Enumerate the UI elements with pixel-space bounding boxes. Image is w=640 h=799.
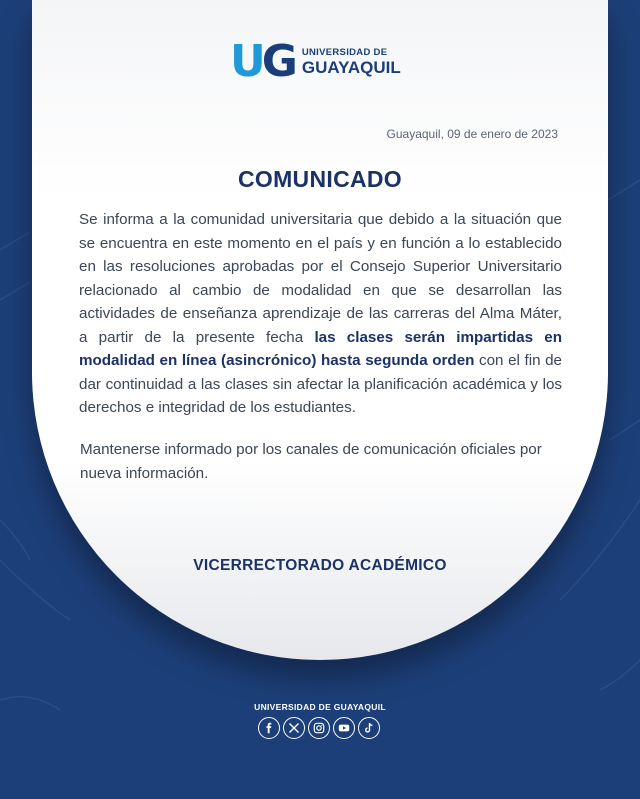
- youtube-icon[interactable]: [333, 717, 355, 739]
- tiktok-icon[interactable]: [358, 717, 380, 739]
- date-line: Guayaquil, 09 de enero de 2023: [386, 127, 558, 141]
- instagram-icon[interactable]: [308, 717, 330, 739]
- university-logo: [230, 36, 401, 87]
- x-icon[interactable]: [283, 717, 305, 739]
- info-note: Mantenerse informado por los canales de comunicación oficiales por nueva información.: [80, 441, 542, 482]
- announcement-body: [79, 208, 562, 420]
- signature: VICERRECTORADO ACADÉMICO: [193, 557, 447, 574]
- body-part-1: Se informa a la comunidad universitaria que debido a la situación que se encuentra en este momento en el país y en función a lo establecido en las resoluciones aprobadas por el Consejo Superior Universitario relacionado al cambio de modalidad en que se desarrollan las actividades de enseñanza aprendizaje de las carreras del Alma Máter, a partir de la presente fecha: [79, 211, 562, 346]
- logo-line-2: GUAYAQUIL: [301, 58, 401, 78]
- body-highlight: las clases serán impartidas en modalidad en línea (asincrónico) hasta segunda orden: [79, 328, 562, 369]
- body-part-2: con el fin de dar continuidad a las clases sin afectar la planificación académica y los derechos e integridad de los estudiantes.: [79, 352, 562, 416]
- logo-line-1: UNIVERSIDAD DE: [301, 46, 388, 58]
- social-links: [258, 717, 380, 739]
- facebook-icon[interactable]: [258, 717, 280, 739]
- ug-logo-mark: UG: [230, 36, 294, 87]
- footer-university-name: UNIVERSIDAD DE GUAYAQUIL: [254, 702, 386, 712]
- logo-text: [302, 48, 401, 77]
- page-title: COMUNICADO: [238, 166, 402, 192]
